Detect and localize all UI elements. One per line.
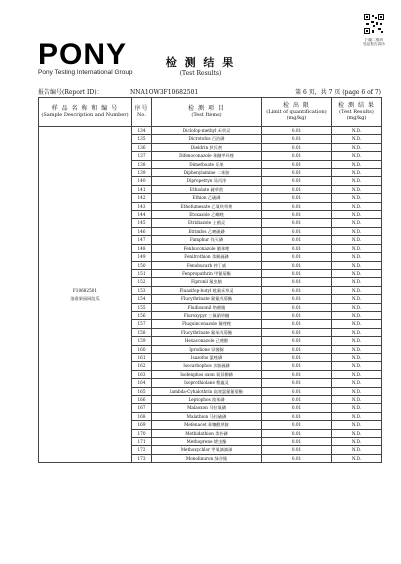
result-value: N.D. bbox=[332, 446, 382, 454]
row-number: 137 bbox=[132, 152, 152, 160]
test-item: Methoprene 烯虫酯 bbox=[152, 438, 262, 446]
test-item: Fenobucarb 仲丁威 bbox=[152, 261, 262, 269]
limit-value: 0.01 bbox=[262, 311, 332, 319]
result-value: N.D. bbox=[332, 353, 382, 361]
test-item: Etridiazole 土菌灵 bbox=[152, 219, 262, 227]
header-sample-zh: 样 品 名 称 和 编 号 bbox=[51, 105, 119, 112]
test-item: Flucythrinate 氟苯戊菊酯 bbox=[152, 328, 262, 336]
row-number: 173 bbox=[132, 454, 152, 462]
document-title-en: (Test Results) bbox=[179, 70, 222, 77]
row-number: 166 bbox=[132, 396, 152, 404]
result-value: N.D. bbox=[332, 202, 382, 210]
limit-value: 0.01 bbox=[262, 404, 332, 412]
header-no-en: No. bbox=[137, 112, 146, 118]
limit-value: 0.01 bbox=[262, 303, 332, 311]
test-item: Malathion 马拉硫磷 bbox=[152, 412, 262, 420]
limit-value: 0.01 bbox=[262, 202, 332, 210]
result-value: N.D. bbox=[332, 311, 382, 319]
row-number: 141 bbox=[132, 185, 152, 193]
limit-value: 0.01 bbox=[262, 127, 332, 135]
limit-value: 0.01 bbox=[262, 211, 332, 219]
limit-value: 0.01 bbox=[262, 261, 332, 269]
result-value: N.D. bbox=[332, 227, 382, 235]
limit-value: 0.01 bbox=[262, 379, 332, 387]
test-item: Mefenacet 苯噻酰草胺 bbox=[152, 421, 262, 429]
test-item: Fluroxypyr 三氟硝草醚 bbox=[152, 311, 262, 319]
row-number: 157 bbox=[132, 320, 152, 328]
limit-value: 0.01 bbox=[262, 169, 332, 177]
limit-value: 0.01 bbox=[262, 362, 332, 370]
row-number: 148 bbox=[132, 244, 152, 252]
row-number: 139 bbox=[132, 169, 152, 177]
row-number: 144 bbox=[132, 211, 152, 219]
test-item: Isoprothiolane 稻瘟灵 bbox=[152, 379, 262, 387]
result-value: N.D. bbox=[332, 320, 382, 328]
test-item: Fipronil 氟虫腈 bbox=[152, 278, 262, 286]
header-item bbox=[152, 98, 262, 127]
row-number: 151 bbox=[132, 269, 152, 277]
row-number: 155 bbox=[132, 303, 152, 311]
limit-value: 0.01 bbox=[262, 429, 332, 437]
result-value: N.D. bbox=[332, 454, 382, 462]
row-number: 138 bbox=[132, 160, 152, 168]
document-title: 检 测 结 果 bbox=[165, 56, 236, 69]
test-item: Iprodione 异菌脲 bbox=[152, 345, 262, 353]
limit-value: 0.01 bbox=[262, 438, 332, 446]
sample-name: 洛嘉果园网纹瓜 bbox=[70, 295, 100, 301]
result-value: N.D. bbox=[332, 387, 382, 395]
row-number: 152 bbox=[132, 278, 152, 286]
row-number: 165 bbox=[132, 387, 152, 395]
test-item: Diphenylamine 二苯胺 bbox=[152, 169, 262, 177]
limit-value: 0.01 bbox=[262, 446, 332, 454]
result-value: N.D. bbox=[332, 412, 382, 420]
row-number: 168 bbox=[132, 412, 152, 420]
result-value: N.D. bbox=[332, 152, 382, 160]
limit-value: 0.01 bbox=[262, 278, 332, 286]
test-item: Ethiolate 硫草敌 bbox=[152, 185, 262, 193]
result-value: N.D. bbox=[332, 421, 382, 429]
header-limit-en: (Limit of quantification) bbox=[266, 109, 327, 115]
limit-value: 0.01 bbox=[262, 244, 332, 252]
test-item: Dicrotofos 百治磷 bbox=[152, 135, 262, 143]
report-id-number: NNA1OW3F10682501 bbox=[130, 89, 199, 96]
limit-value: 0.01 bbox=[262, 152, 332, 160]
test-item: Diclofop-methyl 禾草灵 bbox=[152, 127, 262, 135]
header-result-en: (Test Results) bbox=[339, 109, 374, 115]
result-value: N.D. bbox=[332, 269, 382, 277]
company-name: Pony Testing International Group bbox=[38, 69, 133, 76]
test-results-table bbox=[38, 97, 382, 463]
limit-value: 0.01 bbox=[262, 345, 332, 353]
limit-value: 0.01 bbox=[262, 454, 332, 462]
row-number: 149 bbox=[132, 253, 152, 261]
row-number: 163 bbox=[132, 370, 152, 378]
result-value: N.D. bbox=[332, 185, 382, 193]
test-item: Fluquinconazole 氟喹唑 bbox=[152, 320, 262, 328]
result-value: N.D. bbox=[332, 337, 382, 345]
limit-value: 0.01 bbox=[262, 320, 332, 328]
result-value: N.D. bbox=[332, 244, 382, 252]
sample-id: F10682501 bbox=[72, 288, 98, 294]
test-item: Flucythrinate 氟氰戊菊酯 bbox=[152, 295, 262, 303]
limit-value: 0.01 bbox=[262, 328, 332, 336]
header-item-en: (Test Items) bbox=[191, 112, 222, 118]
test-item: Fluazifop-butyl 吡氟禾草灵 bbox=[152, 286, 262, 294]
limit-value: 0.01 bbox=[262, 370, 332, 378]
header-no bbox=[132, 98, 152, 127]
limit-value: 0.01 bbox=[262, 135, 332, 143]
result-value: N.D. bbox=[332, 177, 382, 185]
row-number: 172 bbox=[132, 446, 152, 454]
qr-code-icon bbox=[364, 14, 384, 34]
result-value: N.D. bbox=[332, 135, 382, 143]
result-value: N.D. bbox=[332, 362, 382, 370]
result-value: N.D. bbox=[332, 438, 382, 446]
result-value: N.D. bbox=[332, 328, 382, 336]
result-value: N.D. bbox=[332, 404, 382, 412]
header-no-zh: 序号 bbox=[134, 105, 149, 112]
page-indicator: 第 6 页，共 7 页 (page 6 of 7) bbox=[295, 89, 381, 96]
test-item: Etrimfos 乙嘧硫磷 bbox=[152, 227, 262, 235]
row-number: 143 bbox=[132, 202, 152, 210]
header-item-zh: 检 测 项 目 bbox=[188, 105, 225, 112]
row-number: 145 bbox=[132, 219, 152, 227]
result-value: N.D. bbox=[332, 379, 382, 387]
company-logo: PONY bbox=[38, 38, 128, 71]
row-number: 153 bbox=[132, 286, 152, 294]
row-number: 135 bbox=[132, 135, 152, 143]
test-item: Ethion 乙硫磷 bbox=[152, 194, 262, 202]
row-number: 161 bbox=[132, 353, 152, 361]
test-item: Malaoxon 马拉氧磷 bbox=[152, 404, 262, 412]
result-value: N.D. bbox=[332, 303, 382, 311]
test-item: Methoxychlor 甲氧滴滴涕 bbox=[152, 446, 262, 454]
test-item: Famphur 伐灭磷 bbox=[152, 236, 262, 244]
test-item: Fenpropathrin 甲氰菊酯 bbox=[152, 269, 262, 277]
result-value: N.D. bbox=[332, 261, 382, 269]
limit-value: 0.01 bbox=[262, 269, 332, 277]
result-value: N.D. bbox=[332, 345, 382, 353]
result-value: N.D. bbox=[332, 211, 382, 219]
limit-value: 0.01 bbox=[262, 219, 332, 227]
result-value: N.D. bbox=[332, 429, 382, 437]
limit-value: 0.01 bbox=[262, 387, 332, 395]
limit-value: 0.01 bbox=[262, 421, 332, 429]
test-item: Ethofumesate 乙氧呋草黄 bbox=[152, 202, 262, 210]
header-limit bbox=[262, 98, 332, 127]
test-item: Monolinuron 绿谷隆 bbox=[152, 454, 262, 462]
result-value: N.D. bbox=[332, 127, 382, 135]
test-item: Fenitrothion 杀螟硫磷 bbox=[152, 253, 262, 261]
limit-value: 0.01 bbox=[262, 160, 332, 168]
table-header-row bbox=[39, 98, 382, 127]
result-value: N.D. bbox=[332, 219, 382, 227]
limit-value: 0.01 bbox=[262, 396, 332, 404]
test-item: lambda-Cyhalothrin 高效氯氟氰菊酯 bbox=[152, 387, 262, 395]
test-item: Fludioxonil 咯菌腈 bbox=[152, 303, 262, 311]
row-number: 159 bbox=[132, 337, 152, 345]
report-id-line bbox=[38, 88, 381, 97]
test-item: Dipropetryn 异丙净 bbox=[152, 177, 262, 185]
header-limit-zh: 检 出 限 bbox=[283, 102, 310, 109]
row-number: 140 bbox=[132, 177, 152, 185]
result-value: N.D. bbox=[332, 236, 382, 244]
limit-value: 0.01 bbox=[262, 177, 332, 185]
row-number: 171 bbox=[132, 438, 152, 446]
row-number: 162 bbox=[132, 362, 152, 370]
limit-value: 0.01 bbox=[262, 236, 332, 244]
row-number: 160 bbox=[132, 345, 152, 353]
result-value: N.D. bbox=[332, 295, 382, 303]
row-number: 169 bbox=[132, 421, 152, 429]
row-number: 164 bbox=[132, 379, 152, 387]
test-item: Difenoconazole 苯醚甲环唑 bbox=[152, 152, 262, 160]
table-row bbox=[39, 127, 382, 135]
row-number: 170 bbox=[132, 429, 152, 437]
header-limit-unit: (mg/kg) bbox=[286, 115, 307, 121]
header-result-unit: (mg/kg) bbox=[346, 115, 367, 121]
result-value: N.D. bbox=[332, 286, 382, 294]
result-value: N.D. bbox=[332, 194, 382, 202]
row-number: 134 bbox=[132, 127, 152, 135]
test-item: Dimethoate 乐果 bbox=[152, 160, 262, 168]
report-id-label: 报告编号(Report ID)： bbox=[38, 89, 103, 96]
row-number: 146 bbox=[132, 227, 152, 235]
result-value: N.D. bbox=[332, 396, 382, 404]
header-result bbox=[332, 98, 382, 127]
limit-value: 0.01 bbox=[262, 194, 332, 202]
row-number: 136 bbox=[132, 143, 152, 151]
result-value: N.D. bbox=[332, 169, 382, 177]
row-number: 150 bbox=[132, 261, 152, 269]
limit-value: 0.01 bbox=[262, 337, 332, 345]
result-value: N.D. bbox=[332, 253, 382, 261]
limit-value: 0.01 bbox=[262, 185, 332, 193]
test-item: Leptophos 溴苯磷 bbox=[152, 396, 262, 404]
test-item: Isazofos 氯唑磷 bbox=[152, 353, 262, 361]
limit-value: 0.01 bbox=[262, 353, 332, 361]
header-result-zh: 检 测 结 果 bbox=[338, 102, 375, 109]
limit-value: 0.01 bbox=[262, 286, 332, 294]
row-number: 142 bbox=[132, 194, 152, 202]
test-item: Fenbuconazole 腈苯唑 bbox=[152, 244, 262, 252]
limit-value: 0.01 bbox=[262, 143, 332, 151]
limit-value: 0.01 bbox=[262, 227, 332, 235]
test-item: Isocarbophos 水胺硫磷 bbox=[152, 362, 262, 370]
limit-value: 0.01 bbox=[262, 295, 332, 303]
result-value: N.D. bbox=[332, 278, 382, 286]
row-number: 147 bbox=[132, 236, 152, 244]
limit-value: 0.01 bbox=[262, 412, 332, 420]
test-item: Methidathion 杀扑磷 bbox=[152, 429, 262, 437]
row-number: 154 bbox=[132, 295, 152, 303]
sample-cell bbox=[39, 127, 132, 463]
limit-value: 0.01 bbox=[262, 253, 332, 261]
test-item: Isofenphos oxon 氧异柳磷 bbox=[152, 370, 262, 378]
row-number: 156 bbox=[132, 311, 152, 319]
header-sample-en: (Sample Description and Number) bbox=[41, 112, 129, 118]
result-value: N.D. bbox=[332, 160, 382, 168]
test-item: Dieldrin 狄氏剂 bbox=[152, 143, 262, 151]
result-value: N.D. bbox=[332, 143, 382, 151]
test-item: Etoxazole 乙螨唑 bbox=[152, 211, 262, 219]
row-number: 167 bbox=[132, 404, 152, 412]
qr-caption: 扫描二维码 验证报告真伪 bbox=[363, 38, 385, 47]
header-sample bbox=[39, 98, 132, 127]
row-number: 158 bbox=[132, 328, 152, 336]
test-item: Hexaconazole 己唑醇 bbox=[152, 337, 262, 345]
result-value: N.D. bbox=[332, 370, 382, 378]
